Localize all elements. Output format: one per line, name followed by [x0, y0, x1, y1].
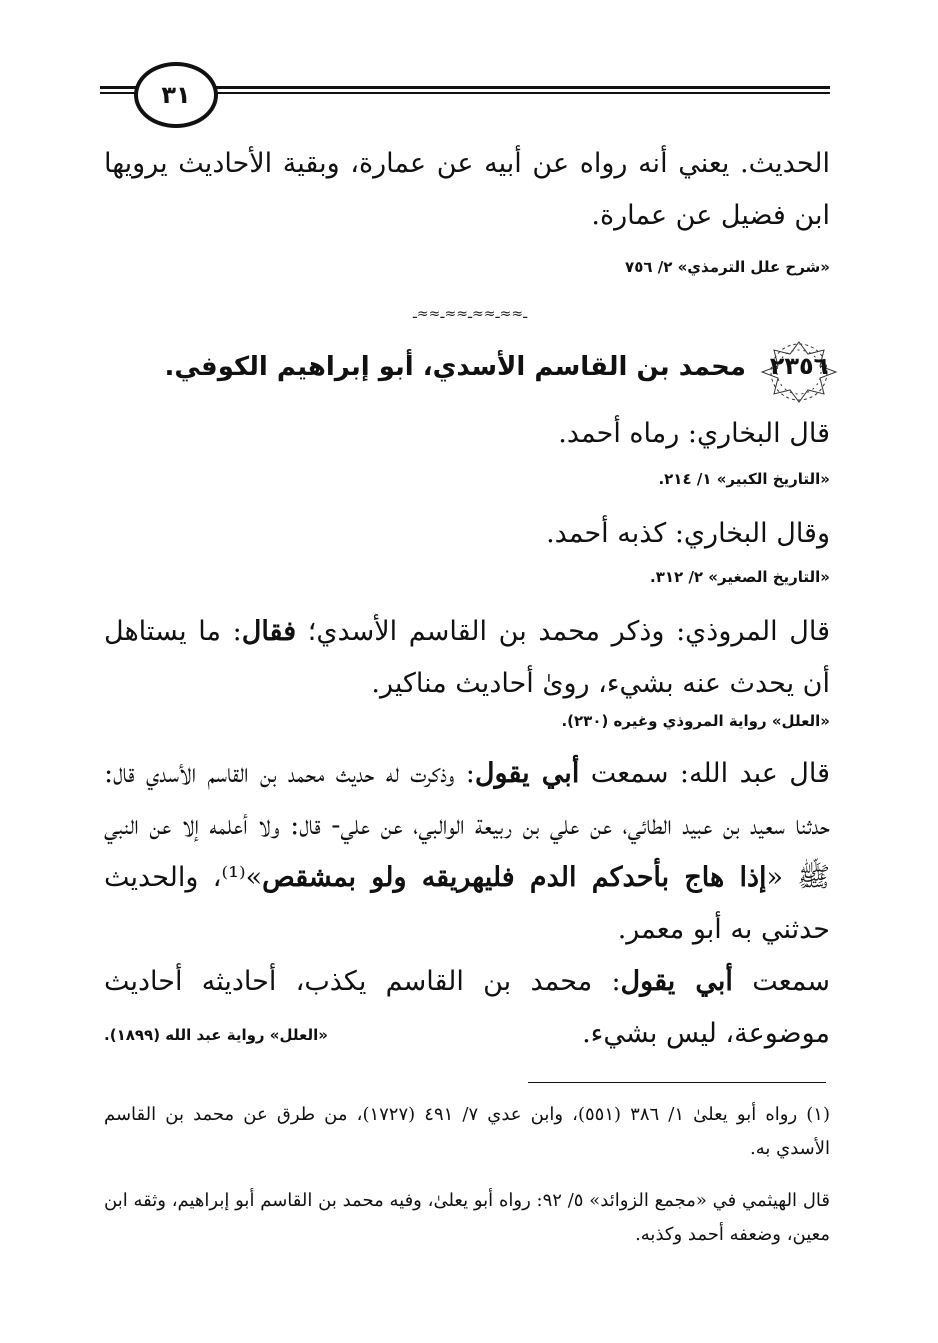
entry-title: محمد بن القاسم الأسدي، أبو إبراهيم الكوفي.	[164, 352, 746, 382]
source-tarikh-saghir: «التاريخ الصغير» ٢/ ٣١٢.	[650, 568, 830, 586]
footnote-rule	[528, 1082, 826, 1083]
section-divider: ـ≈≈ـ≈≈ـ≈≈ـ≈≈ـ	[412, 306, 528, 322]
source-ilal-abdullah: «العلل» رواية عبد الله (١٨٩٩).	[104, 1026, 328, 1044]
footnote-1: (١) رواه أبو يعلىٰ ١/ ٣٨٦ (٥٥١)، وابن عدي ٧/ ٤٩١ (١٧٢٧)، من طرق عن محمد بن القاسم الأسدي به.	[104, 1104, 830, 1159]
intro-paragraph: الحديث. يعني أنه رواه عن أبيه عن عمارة، وبقية الأحاديث يرويها ابن فضيل عن عمارة.	[104, 148, 830, 231]
intro-source: «شرح علل الترمذي» ٢/ ٧٥٦	[625, 258, 830, 276]
quote-abi-yaqul: سمعت أبي يقول: محمد بن القاسم يكذب، أحاديثه أحاديث موضوعة، ليس بشيء.	[104, 966, 830, 1049]
source-ilal-marwazi: «العلل» رواية المروذي وغيره (٢٣٠).	[561, 712, 830, 730]
quote-bukhari-2: وقال البخاري: كذبه أحمد.	[546, 518, 830, 549]
page-number: ٣١	[134, 62, 218, 128]
source-tarikh-kabir: «التاريخ الكبير» ١/ ٢١٤.	[658, 470, 830, 488]
quote-abdullah: قال عبد الله: سمعت أبي يقول: وذكرت له حديث محمد بن القاسم الأسدي قال: حدثنا سعيد بن عبيد الطائي، عن علي بن ربيعة الوالبي، عن علي- قال: ولا أعلمه إلا عن النبي ﷺ «إذا هاج بأحدكم الدم فليهريقه ولو بمشقص»⁽¹⁾، والحديث حدثني به أبو معمر.	[104, 758, 831, 945]
footnote-1-continued: قال الهيثمي في «مجمع الزوائد» ٥/ ٩٢: رواه أبو يعلىٰ، وفيه محمد بن القاسم أبو إبراهيم، وثقه ابن معين، وضعفه أحمد وكذبه.	[104, 1190, 830, 1245]
entry-number: ٢٣٥٦	[769, 352, 829, 380]
quote-bukhari-1: قال البخاري: رماه أحمد.	[558, 418, 830, 449]
quote-marwazi: قال المروذي: وذكر محمد بن القاسم الأسدي؛ فقال: ما يستاهل أن يحدث عنه بشيء، روىٰ أحاديث مناكير.	[104, 616, 830, 699]
